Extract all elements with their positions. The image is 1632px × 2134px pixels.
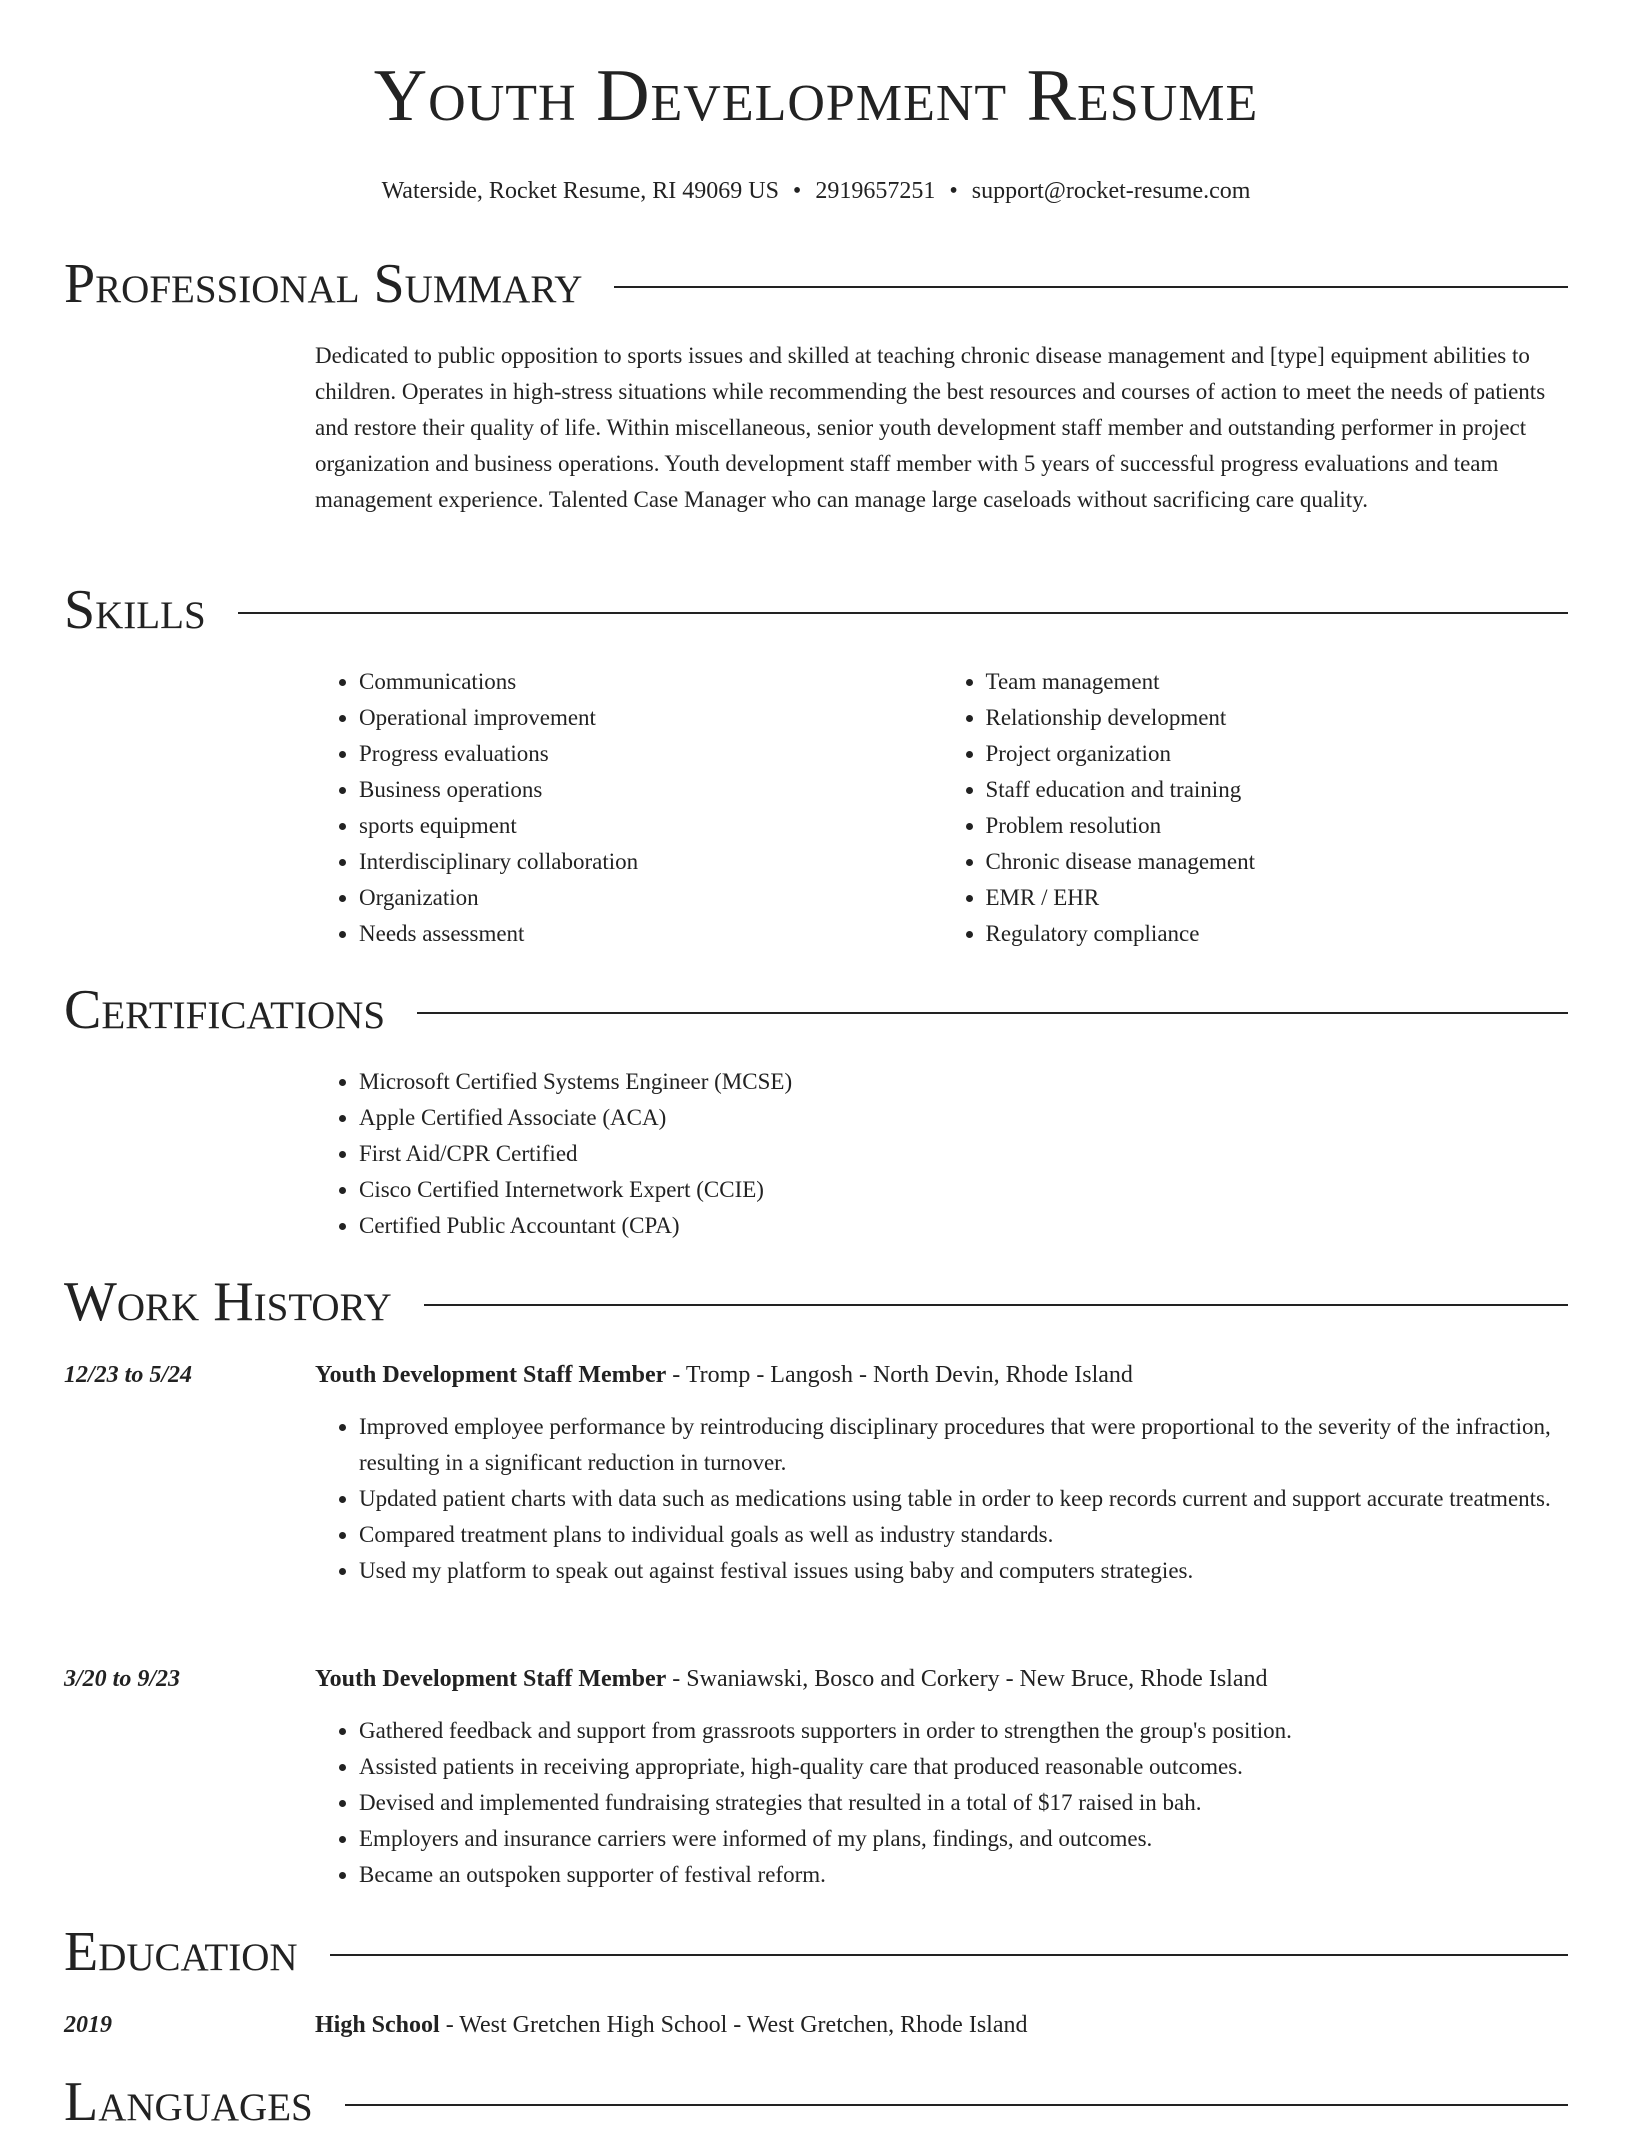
job-bullet: • Devised and implemented fundraising strategies that resulted in a total of $17 raised in bah. bbox=[359, 1785, 1568, 1821]
skill-item: • Operational improvement bbox=[359, 700, 942, 736]
job-bullet: • Improved employee performance by reintroducing disciplinary procedures that were proportional to the severity of the infraction, resulting in a significant reduction in turnover. bbox=[359, 1409, 1568, 1481]
section-divider bbox=[345, 2104, 1568, 2106]
skill-item: • Regulatory compliance bbox=[986, 916, 1569, 952]
education-school: - West Gretchen High School - West Gretchen, Rhode Island bbox=[439, 2012, 1028, 2038]
section-title: Professional Summary bbox=[64, 253, 583, 315]
skill-item: • Chronic disease management bbox=[986, 844, 1569, 880]
section-title: Languages bbox=[64, 2071, 313, 2133]
section-title: Skills bbox=[64, 579, 206, 641]
certification-item: • First Aid/CPR Certified bbox=[359, 1136, 1568, 1172]
job-bullet: • Became an outspoken supporter of festival reform. bbox=[359, 1857, 1568, 1893]
contact-address: Waterside, Rocket Resume, RI 49069 US bbox=[381, 178, 779, 204]
skill-item: • Staff education and training bbox=[986, 772, 1569, 808]
skill-item: • Problem resolution bbox=[986, 808, 1569, 844]
section-divider bbox=[417, 1012, 1568, 1014]
summary-text: Dedicated to public opposition to sports issues and skilled at teaching chronic disease management and [type] equipment abilities to children. Operates in high-stress situations while recommending the best resources and courses of action to meet the needs of patients and restore their quality of life. Within miscellaneous, senior youth development staff member and outstanding performer in project organization and business operations. Youth development staff member with 5 years of successful progress evaluations and team management experience. Talented Case Manager who can manage large caseloads without sacrificing care quality. bbox=[315, 343, 1546, 512]
contact-separator: • bbox=[949, 178, 958, 204]
skills-grid bbox=[315, 664, 1568, 952]
job-bullets bbox=[315, 1713, 1568, 1893]
job-bullet: • Gathered feedback and support from grassroots supporters in order to strengthen the group's position. bbox=[359, 1713, 1568, 1749]
job-bullet: • Assisted patients in receiving appropriate, high-quality care that produced reasonable outcomes. bbox=[359, 1749, 1568, 1785]
work-history-section-heading bbox=[64, 1272, 1568, 1334]
education-section-heading bbox=[64, 1922, 1568, 1984]
skill-item: • Needs assessment bbox=[359, 916, 942, 952]
job-bullet-list bbox=[315, 1409, 1568, 1589]
job-bullets bbox=[315, 1409, 1568, 1589]
contact-line bbox=[0, 175, 1632, 207]
skills-section-heading bbox=[64, 580, 1568, 642]
job-bullet: • Updated patient charts with data such as medications using table in order to keep records current and support accurate treatments. bbox=[359, 1481, 1568, 1517]
job-bullet: • Compared treatment plans to individual goals as well as industry standards. bbox=[359, 1517, 1568, 1553]
section-title: Work History bbox=[64, 1271, 392, 1333]
skill-item: • sports equipment bbox=[359, 808, 942, 844]
job-employer: - Tromp - Langosh - North Devin, Rhode Island bbox=[666, 1362, 1133, 1388]
job-title-line bbox=[315, 1357, 1133, 1393]
job-employer: - Swaniawski, Bosco and Corkery - New Bruce, Rhode Island bbox=[666, 1666, 1268, 1692]
skill-item: • Team management bbox=[986, 664, 1569, 700]
certifications-section-heading bbox=[64, 980, 1568, 1042]
summary-body bbox=[315, 338, 1568, 518]
job-title-line bbox=[315, 1661, 1268, 1697]
languages-section-heading bbox=[64, 2072, 1568, 2134]
section-title: Certifications bbox=[64, 979, 386, 1041]
job-title: Youth Development Staff Member bbox=[315, 1666, 667, 1692]
skill-item: • EMR / EHR bbox=[986, 880, 1569, 916]
job-dates: 12/23 to 5/24 bbox=[64, 1362, 193, 1388]
contact-email: support@rocket-resume.com bbox=[971, 178, 1251, 204]
section-divider bbox=[238, 612, 1568, 614]
job-dates: 3/20 to 9/23 bbox=[64, 1666, 181, 1692]
section-title: Education bbox=[64, 1921, 298, 1983]
section-divider bbox=[424, 1304, 1568, 1306]
skills-list-right bbox=[942, 664, 1569, 952]
skill-item: • Organization bbox=[359, 880, 942, 916]
skill-item: • Relationship development bbox=[986, 700, 1569, 736]
job-bullet: • Used my platform to speak out against festival issues using baby and computers strategies. bbox=[359, 1553, 1568, 1589]
job-title: Youth Development Staff Member bbox=[315, 1362, 667, 1388]
skills-list-left bbox=[315, 664, 942, 952]
education-line bbox=[315, 2007, 1027, 2043]
education-year: 2019 bbox=[64, 2012, 112, 2038]
job-bullet-list bbox=[315, 1713, 1568, 1893]
skill-item: • Business operations bbox=[359, 772, 942, 808]
summary-section-heading bbox=[64, 254, 1568, 316]
skill-item: • Interdisciplinary collaboration bbox=[359, 844, 942, 880]
section-divider bbox=[330, 1954, 1568, 1956]
job-bullet: • Employers and insurance carriers were informed of my plans, findings, and outcomes. bbox=[359, 1821, 1568, 1857]
certification-item: • Apple Certified Associate (ACA) bbox=[359, 1100, 1568, 1136]
skill-item: • Communications bbox=[359, 664, 942, 700]
section-divider bbox=[614, 286, 1568, 288]
skills-body bbox=[315, 664, 1568, 952]
education-degree: High School bbox=[315, 2012, 440, 2038]
certifications-body bbox=[315, 1064, 1568, 1244]
certification-item: • Microsoft Certified Systems Engineer (MCSE) bbox=[359, 1064, 1568, 1100]
contact-phone: 2919657251 bbox=[815, 178, 936, 204]
skill-item: • Progress evaluations bbox=[359, 736, 942, 772]
certifications-list bbox=[315, 1064, 1568, 1244]
skill-item: • Project organization bbox=[986, 736, 1569, 772]
contact-separator: • bbox=[792, 178, 802, 204]
resume-title: Youth Development Resume bbox=[373, 55, 1259, 137]
certification-item: • Cisco Certified Internetwork Expert (CCIE) bbox=[359, 1172, 1568, 1208]
certification-item: • Certified Public Accountant (CPA) bbox=[359, 1208, 1568, 1244]
